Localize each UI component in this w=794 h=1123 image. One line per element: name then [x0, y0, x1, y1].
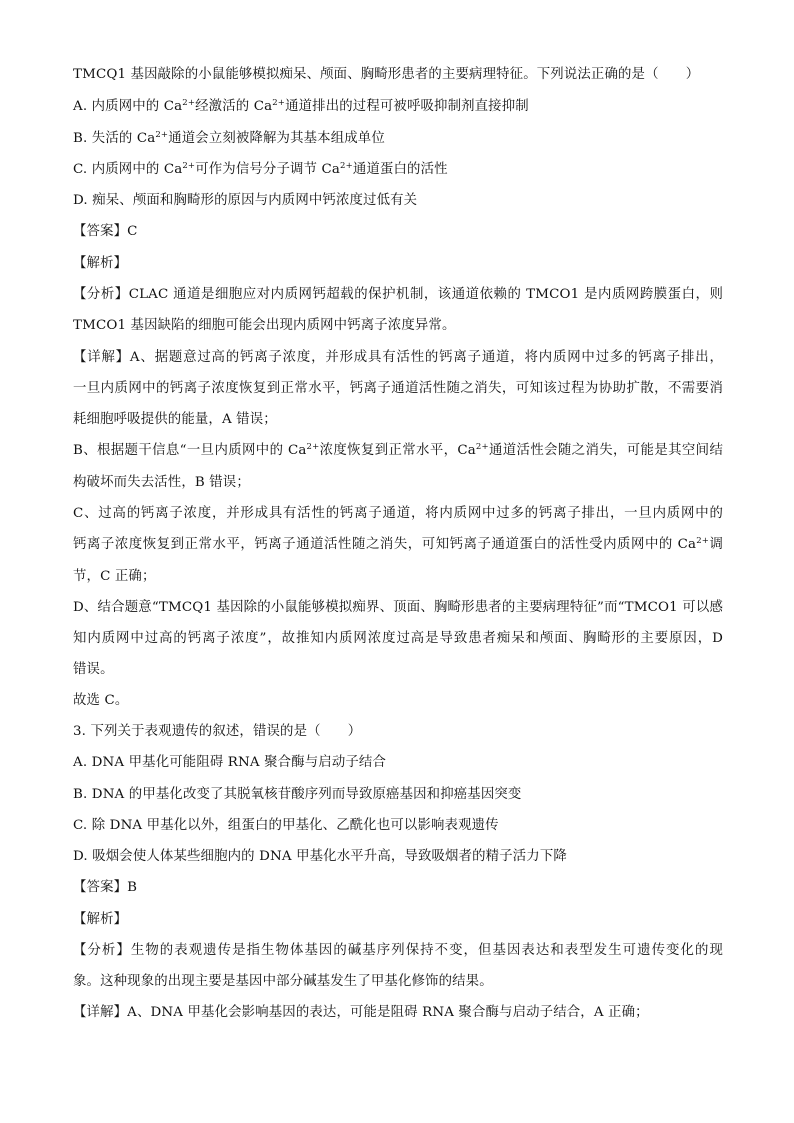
answer-label: 【答案】C: [73, 224, 138, 239]
detail-text: 错误。: [73, 662, 114, 677]
detail-text: C、过高的钙离子浓度，并形成具有活性的钙离子通道，将内质网中过多的钙离子排出，一旦内质网中的: [73, 506, 723, 521]
option-a: A. DNA 甲基化可能阻碍 RNA 聚合酶与启动子结合: [73, 755, 386, 770]
analysis-heading: 【解析】: [73, 912, 128, 927]
option-c: C. 除 DNA 甲基化以外，组蛋白的甲基化、乙酰化也可以影响表观遗传: [73, 818, 499, 833]
question-stem-2: TMCQ1 基因敲除的小鼠能够模拟痴呆、颅面、胸畸形患者的主要病理特征。下列说法正确的是（ ）: [73, 67, 700, 82]
analysis-text: 【分析】生物的表观遗传是指生物体基因的碱基序列保持不变，但基因表达和表型发生可遗传变化的现: [73, 943, 723, 958]
analysis-text: TMCO1 基因缺陷的细胞可能会出现内质网中钙离子浓度异常。: [73, 318, 456, 333]
detail-text: 【详解】A、据题意过高的钙离子浓度，并形成具有活性的钙离子通道，将内质网中过多的钙离子排出，: [73, 350, 723, 365]
analysis-text: 象。这种现象的出现主要是基因中部分碱基发生了甲基化修饰的结果。: [73, 974, 493, 989]
detail-text: 耗细胞呼吸提供的能量，A 错误；: [73, 412, 277, 427]
option-d: D. 吸烟会使人体某些细胞内的 DNA 甲基化水平升高，导致吸烟者的精子活力下降: [73, 849, 567, 864]
option-a: A. 内质网中的 $Ca^{2+}$经激活的 $Ca^{2+}$通道排出的过程可被呼吸抑制剂直接抑制: [73, 98, 529, 114]
detail-text: 知内质网中过高的钙离子浓度”，故推知内质网浓度过高是导致患者痴呆和颅面、胸畸形的主要原因，D: [73, 631, 723, 646]
question-stem-3: 3. 下列关于表观遗传的叙述，错误的是（ ）: [73, 724, 362, 739]
analysis-heading: 【解析】: [73, 256, 128, 271]
detail-text: B、根据题干信息“一旦内质网中的 $Ca^{2+}$浓度恢复到正常水平，$Ca^{2+}$通道活性会随之消失，可能是其空间结: [73, 442, 723, 458]
answer-label: 【答案】B: [73, 880, 138, 895]
option-b: B. 失活的 $Ca^{2+}$通道会立刻被降解为其基本组成单位: [73, 130, 385, 146]
analysis-text: 【分析】CLAC 通道是细胞应对内质网钙超载的保护机制，该通道依赖的 TMCO1 是内质网跨膜蛋白，则: [73, 287, 723, 302]
option-d: D. 痴呆、颅面和胸畸形的原因与内质网中钙浓度过低有关: [73, 193, 418, 208]
choice-conclusion: 故选 C。: [73, 693, 129, 708]
detail-text: 构破坏而失去活性，B 错误；: [73, 475, 250, 490]
detail-text: 节，C 正确；: [73, 569, 156, 584]
detail-text: 【详解】A、DNA 甲基化会影响基因的表达，可能是阻碍 RNA 聚合酶与启动子结合，A 正确；: [73, 1005, 649, 1020]
detail-text: 钙离子浓度恢复到正常水平，钙离子通道活性随之消失，可知钙离子通道蛋白的活性受内质网中的 $Ca^{2+}$调: [73, 536, 723, 552]
detail-text: D、结合题意“TMCQ1 基因除的小鼠能够模拟痴界、顶面、胸畸形患者的主要病理特征”而“TMCO1 可以感: [73, 600, 723, 615]
option-c: C. 内质网中的 $Ca^{2+}$可作为信号分子调节 $Ca^{2+}$通道蛋白的活性: [73, 161, 448, 177]
option-b: B. DNA 的甲基化改变了其脱氧核苷酸序列而导致原癌基因和抑癌基因突变: [73, 787, 522, 802]
detail-text: 一旦内质网中的钙离子浓度恢复到正常水平，钙离子通道活性随之消失，可知该过程为协助扩散，不需要消: [73, 381, 723, 396]
